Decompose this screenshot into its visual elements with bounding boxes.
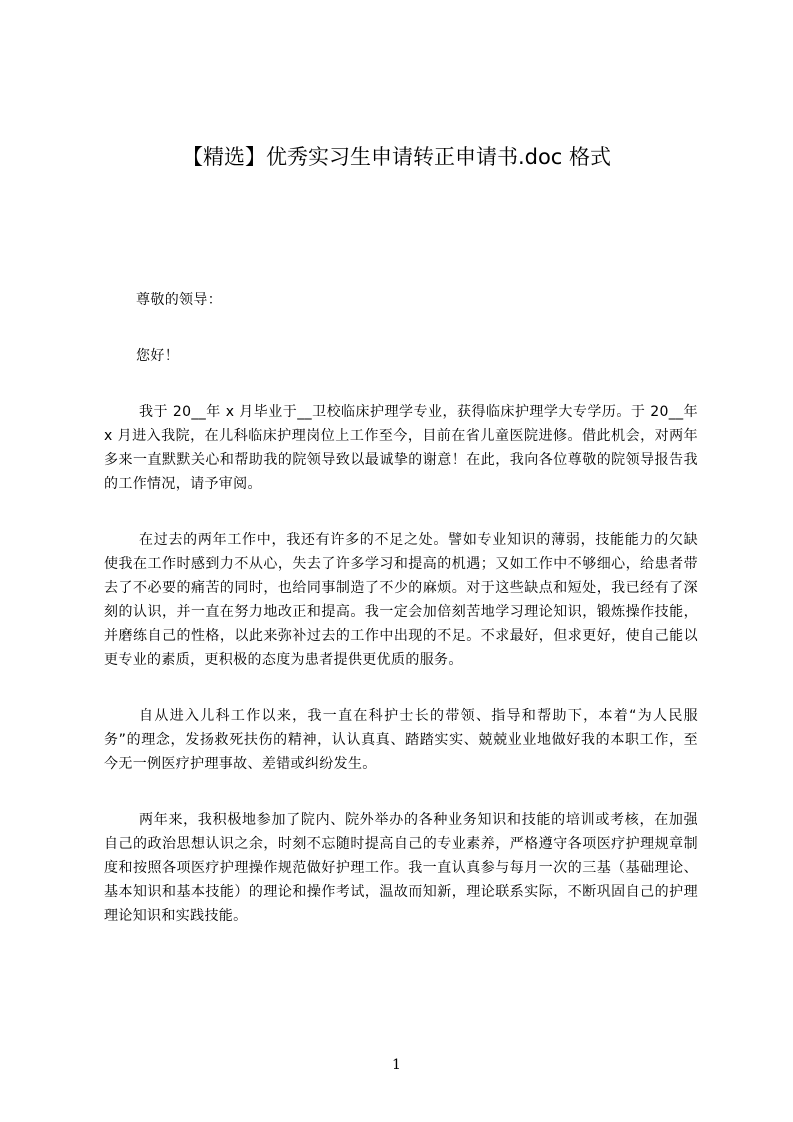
salutation: 尊敬的领导： (136, 292, 223, 308)
paragraph-3: 自从进入儿科工作以来，我一直在科护士长的带领、指导和帮助下，本着“为人民服务”的理念，发扬救死扶伤的精神，认认真真、踏踏实实、兢兢业业地做好我的本职工作，至今无一例医疗护理事故、差错或纠纷发生。 (104, 708, 698, 772)
paragraph-2: 在过去的两年工作中，我还有许多的不足之处。譬如专业知识的薄弱，技能能力的欠缺使我在工作时感到力不从心，失去了许多学习和提高的机遇；又如工作中不够细心，给患者带去了不必要的痛苦的同时，也给同事制造了不少的麻烦。对于这些缺点和短处，我已经有了深刻的认识，并一直在努力地改正和提高。我一定会加倍刻苦地学习理论知识，锻炼操作技能，并磨练自己的性格，以此来弥补过去的工作中出现的不足。不求最好，但求更好，使自己能以更专业的素质，更积极的态度为患者提供更优质的服务。 (104, 532, 698, 668)
document-body (104, 288, 698, 960)
document-title: 【精选】优秀实习生申请转正申请书.doc 格式 (181, 145, 612, 169)
page-number: 1 (392, 1057, 401, 1073)
greeting: 您好！ (136, 348, 180, 364)
paragraph-1: 我于 20__年 x 月毕业于__卫校临床护理学专业，获得临床护理学大专学历。于 20__年 x 月进入我院，在儿科临床护理岗位上工作至今，目前在省儿童医院进修。借此机会，对两年多来一直默默关心和帮助我的院领导致以最诚挚的谢意！在此，我向各位尊敬的院领导报告我的工作情况，请予审阅。 (104, 404, 698, 492)
paragraph-4: 两年来，我积极地参加了院内、院外举办的各种业务知识和技能的培训或考核，在加强自己的政治思想认识之余，时刻不忘随时提高自己的专业素养，严格遵守各项医疗护理规章制度和按照各项医疗护理操作规范做好护理工作。我一直认真参与每月一次的三基（基础理论、基本知识和基本技能）的理论和操作考试，温故而知新，理论联系实际，不断巩固自己的护理理论知识和实践技能。 (104, 812, 698, 924)
